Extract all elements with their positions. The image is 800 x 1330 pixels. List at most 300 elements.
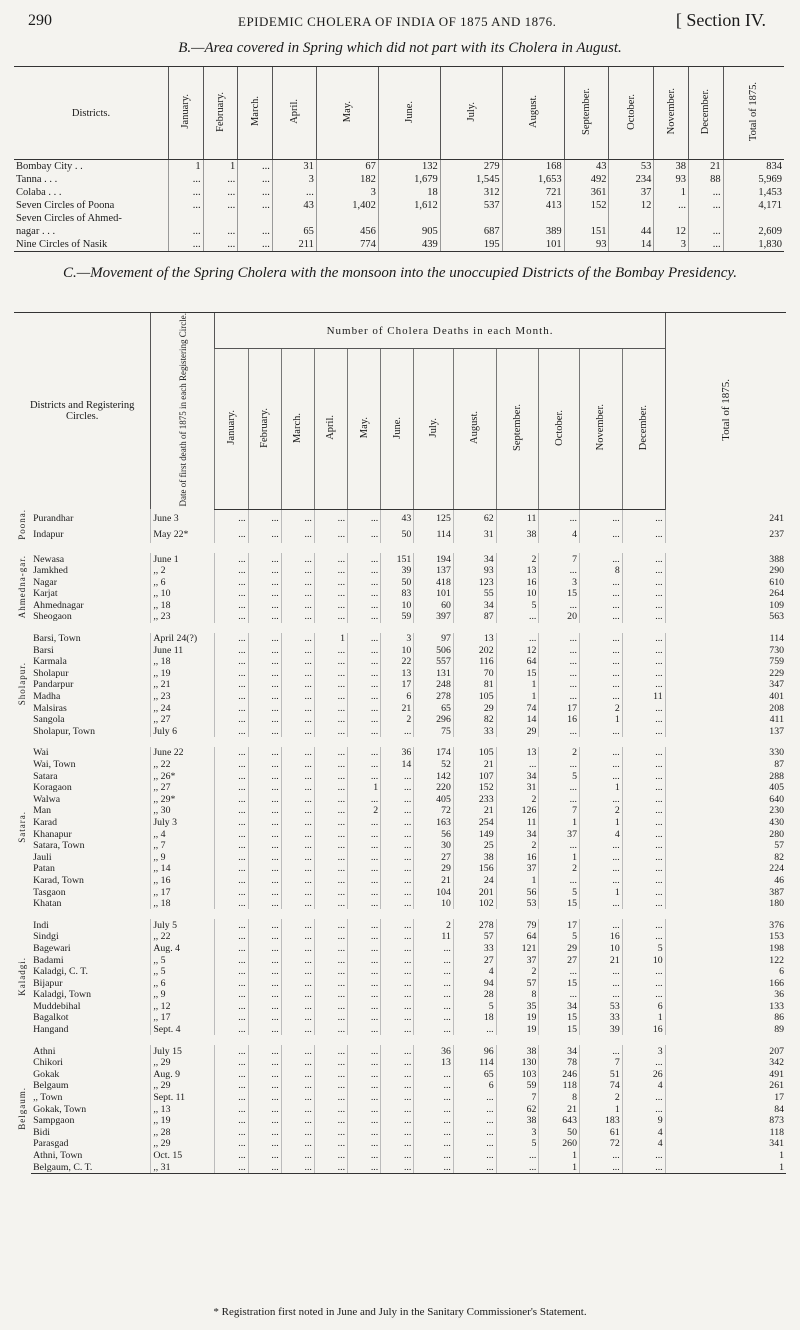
table-cell: 905 [378, 225, 440, 238]
circle-name-cell: Newasa [33, 553, 65, 565]
month-deaths-cell: ... [281, 770, 314, 782]
month-deaths-cell: ... [248, 600, 281, 612]
month-deaths-cell: ... [453, 1138, 496, 1150]
month-deaths-cell: 17 [539, 702, 580, 714]
table-cell: 21 [688, 160, 723, 174]
month-deaths-cell: 78 [539, 1057, 580, 1069]
district-group-name: Belgaum. [17, 1086, 28, 1130]
month-deaths-cell: ... [539, 679, 580, 691]
month-deaths-cell: 21 [381, 702, 414, 714]
month-deaths-cell: ... [248, 851, 281, 863]
month-deaths-cell: ... [539, 633, 580, 645]
first-death-date-cell: Aug. 4 [151, 943, 215, 955]
table-row [14, 759, 786, 771]
month-column-header [579, 349, 622, 510]
first-death-date-cell: ,, 29 [151, 1057, 215, 1069]
month-deaths-cell: 11 [496, 509, 539, 526]
circle-name-cell: Athni, Town [33, 1150, 83, 1161]
month-deaths-cell: 15 [539, 898, 580, 910]
month-deaths-cell: ... [248, 898, 281, 910]
first-death-date-cell: ,, 22 [151, 759, 215, 771]
month-deaths-cell: ... [622, 527, 665, 544]
month-column-header [453, 349, 496, 510]
month-deaths-cell: ... [314, 1127, 347, 1139]
circle-name-cell: Sampgaon [33, 1115, 75, 1127]
circle-name-cell: Gokak [33, 1068, 60, 1080]
month-deaths-cell: ... [215, 1080, 248, 1092]
table-cell: 43 [564, 160, 609, 174]
table-row [14, 509, 786, 526]
table-row [14, 828, 786, 840]
circle-name-cell: Malsiras [33, 702, 67, 714]
month-deaths-cell: 246 [539, 1069, 580, 1081]
circle-name-cell: Indapur [33, 529, 64, 541]
month-deaths-cell: ... [622, 875, 665, 887]
first-death-date-cell: ,, 6 [151, 576, 215, 588]
table-row [14, 931, 786, 943]
column-label: Districts. [71, 107, 111, 119]
circle-name-cell: Barsi, Town [33, 633, 81, 645]
table-cell: 1 [169, 160, 204, 174]
month-deaths-cell: ... [248, 943, 281, 955]
table-row [14, 726, 786, 738]
month-deaths-cell: ... [622, 1103, 665, 1115]
month-deaths-cell: 2 [579, 805, 622, 817]
month-deaths-cell: ... [281, 714, 314, 726]
month-deaths-cell: 142 [414, 770, 454, 782]
month-deaths-cell: ... [215, 633, 248, 645]
month-deaths-cell: 57 [453, 931, 496, 943]
month-deaths-cell: ... [215, 726, 248, 738]
month-deaths-cell: ... [348, 931, 381, 943]
table-cell: 93 [564, 238, 609, 252]
district-group-label [14, 747, 31, 909]
month-label: December. [638, 405, 650, 451]
month-deaths-cell: ... [248, 954, 281, 966]
month-deaths-cell: ... [248, 527, 281, 544]
month-deaths-cell: ... [381, 828, 414, 840]
district-group-label [14, 553, 31, 623]
table-cell: 537 [440, 199, 502, 212]
month-deaths-cell: ... [348, 886, 381, 898]
month-deaths-cell: ... [381, 954, 414, 966]
table-cell: ... [203, 225, 238, 238]
month-deaths-cell: ... [215, 668, 248, 680]
month-deaths-cell: 37 [539, 828, 580, 840]
month-deaths-cell: 27 [453, 954, 496, 966]
first-death-date-cell: June 1 [151, 553, 215, 565]
month-deaths-cell: ... [622, 1092, 665, 1104]
first-death-date-cell: Sept. 4 [151, 1024, 215, 1036]
month-deaths-cell: ... [381, 977, 414, 989]
month-deaths-cell: 114 [453, 1057, 496, 1069]
month-deaths-cell: 26 [622, 1069, 665, 1081]
month-deaths-cell: ... [281, 1024, 314, 1036]
month-deaths-cell: ... [579, 898, 622, 910]
month-deaths-cell: 6 [622, 1001, 665, 1013]
month-deaths-cell: ... [622, 931, 665, 943]
month-label: March. [292, 412, 304, 443]
month-deaths-cell: ... [453, 1024, 496, 1036]
total-cell: 17 [665, 1092, 786, 1104]
month-deaths-cell: 2 [496, 966, 539, 978]
month-deaths-cell: ... [215, 679, 248, 691]
month-deaths-cell: ... [215, 1069, 248, 1081]
month-deaths-cell: 5 [539, 931, 580, 943]
first-death-date-cell: ,, 29 [151, 1138, 215, 1150]
first-death-date-cell: ,, 6 [151, 977, 215, 989]
month-deaths-cell: ... [579, 656, 622, 668]
month-deaths-cell: ... [248, 679, 281, 691]
column-label: August. [527, 95, 539, 128]
total-cell: 229 [665, 668, 786, 680]
circle-name-cell: Khanapur [33, 828, 72, 840]
month-deaths-cell: 4 [622, 1138, 665, 1150]
month-label: May. [358, 417, 370, 439]
month-deaths-cell: ... [215, 656, 248, 668]
first-death-date-cell: ,, 19 [151, 668, 215, 680]
month-deaths-cell: ... [215, 919, 248, 931]
month-deaths-cell: ... [348, 679, 381, 691]
month-deaths-cell: ... [381, 805, 414, 817]
month-deaths-cell: ... [622, 1161, 665, 1173]
table-cell: ... [654, 199, 689, 212]
circle-name-cell: Karad [33, 816, 58, 828]
circle-name-cell: Jauli [33, 851, 52, 863]
month-deaths-cell: 38 [496, 1115, 539, 1127]
month-deaths-cell: ... [215, 611, 248, 623]
month-deaths-cell: ... [314, 668, 347, 680]
month-deaths-cell: 62 [453, 509, 496, 526]
month-deaths-cell: ... [281, 782, 314, 794]
month-deaths-cell: ... [215, 931, 248, 943]
month-deaths-cell: 118 [539, 1080, 580, 1092]
month-deaths-cell: ... [281, 565, 314, 577]
circle-name-cell: Athni [33, 1045, 56, 1057]
district-group-label [14, 919, 31, 1035]
table-b-column-header [440, 67, 502, 160]
month-deaths-cell: ... [314, 644, 347, 656]
month-deaths-cell: 7 [579, 1057, 622, 1069]
table-cell: ... [203, 199, 238, 212]
table-row [14, 898, 786, 910]
month-deaths-cell: ... [215, 851, 248, 863]
table-row [14, 173, 784, 186]
month-deaths-cell: ... [414, 989, 454, 1001]
month-deaths-cell: ... [314, 1001, 347, 1013]
month-deaths-cell: ... [215, 747, 248, 759]
table-cell: 3 [654, 238, 689, 252]
table-cell: ... [203, 173, 238, 186]
month-deaths-cell: ... [622, 679, 665, 691]
month-deaths-cell: ... [579, 770, 622, 782]
total-column-header: Total of 1875. [665, 313, 786, 510]
month-deaths-cell: ... [622, 886, 665, 898]
table-row [14, 1115, 786, 1127]
month-deaths-cell: ... [281, 851, 314, 863]
month-deaths-cell: ... [281, 793, 314, 805]
month-deaths-cell: ... [248, 1138, 281, 1150]
circle-name-cell: Satara, Town [33, 840, 85, 852]
month-deaths-cell: ... [215, 943, 248, 955]
table-b-column-header [203, 67, 238, 160]
month-deaths-cell: 13 [414, 1057, 454, 1069]
total-cell: 241 [665, 509, 786, 526]
month-deaths-cell: ... [248, 1092, 281, 1104]
district-name-cell: Seven Circles of Poona [16, 200, 115, 211]
table-row [14, 805, 786, 817]
month-deaths-cell: ... [414, 1092, 454, 1104]
month-deaths-cell: ... [348, 793, 381, 805]
month-deaths-cell: ... [215, 553, 248, 565]
month-deaths-cell: ... [215, 1024, 248, 1036]
month-deaths-cell: ... [453, 1092, 496, 1104]
month-deaths-cell: ... [281, 966, 314, 978]
total-cell: 759 [665, 656, 786, 668]
month-deaths-cell: 20 [539, 611, 580, 623]
month-deaths-cell: 82 [453, 714, 496, 726]
month-deaths-cell: 13 [496, 565, 539, 577]
total-cell: 122 [665, 954, 786, 966]
table-row [14, 1127, 786, 1139]
month-deaths-cell: ... [314, 509, 347, 526]
table-cell [688, 212, 723, 225]
month-deaths-cell: ... [248, 793, 281, 805]
circle-name-cell: Bidi [33, 1126, 50, 1138]
month-deaths-cell: ... [579, 633, 622, 645]
month-deaths-cell: ... [281, 1161, 314, 1173]
total-cell: 118 [665, 1127, 786, 1139]
month-deaths-cell: ... [314, 805, 347, 817]
table-cell: 31 [272, 160, 316, 174]
district-name-cell: Nine Circles of Nasik [14, 238, 169, 252]
first-death-date-cell: April 24(?) [151, 633, 215, 645]
district-name-cell: nagar . . . [16, 226, 56, 237]
month-deaths-cell: 10 [414, 898, 454, 910]
month-deaths-cell: ... [215, 1138, 248, 1150]
column-label: July. [465, 101, 477, 122]
month-deaths-cell: ... [414, 943, 454, 955]
first-death-date-cell: ,, 19 [151, 1115, 215, 1127]
circle-name-cell: Bagewari [33, 942, 71, 954]
month-deaths-cell: ... [248, 1045, 281, 1057]
table-row [14, 238, 784, 252]
month-deaths-cell: ... [248, 1080, 281, 1092]
month-deaths-cell: 39 [579, 1024, 622, 1036]
month-deaths-cell: ... [314, 759, 347, 771]
total-cell: 610 [665, 576, 786, 588]
month-deaths-cell: ... [348, 1161, 381, 1173]
month-deaths-cell: ... [381, 817, 414, 829]
month-deaths-cell: ... [622, 770, 665, 782]
month-deaths-cell: 2 [348, 805, 381, 817]
group-spacer [14, 909, 786, 919]
month-deaths-cell: ... [314, 656, 347, 668]
table-cell: ... [169, 173, 204, 186]
total-cell: 109 [665, 600, 786, 612]
month-deaths-cell: 254 [453, 817, 496, 829]
total-cell: 264 [665, 588, 786, 600]
month-deaths-cell: ... [539, 644, 580, 656]
group-spacer [14, 543, 786, 553]
month-deaths-cell: 248 [414, 679, 454, 691]
month-deaths-cell: 37 [496, 954, 539, 966]
month-deaths-cell: ... [248, 1103, 281, 1115]
month-deaths-cell: ... [622, 840, 665, 852]
month-deaths-cell: ... [622, 782, 665, 794]
total-cell: 341 [665, 1138, 786, 1150]
table-cell: ... [203, 238, 238, 252]
month-deaths-cell: ... [622, 588, 665, 600]
district-name-cell: Bombay City . . [16, 161, 83, 172]
month-deaths-cell: 65 [414, 702, 454, 714]
month-deaths-cell: 105 [453, 747, 496, 759]
month-deaths-cell: ... [281, 1045, 314, 1057]
table-cell: 37 [609, 186, 654, 199]
month-deaths-cell: 3 [539, 576, 580, 588]
month-deaths-cell: ... [281, 679, 314, 691]
month-deaths-cell: 59 [381, 611, 414, 623]
month-deaths-cell: 5 [539, 886, 580, 898]
table-cell: 721 [502, 186, 564, 199]
month-deaths-cell: ... [248, 1069, 281, 1081]
month-deaths-cell: ... [314, 565, 347, 577]
month-deaths-cell: ... [579, 793, 622, 805]
month-deaths-cell: ... [381, 1138, 414, 1150]
month-deaths-cell: ... [215, 875, 248, 887]
first-death-date-cell: ,, 14 [151, 863, 215, 875]
total-cell: 46 [665, 875, 786, 887]
first-death-date-cell: ,, 24 [151, 702, 215, 714]
month-deaths-cell: ... [622, 805, 665, 817]
district-group-name: Satara. [17, 810, 28, 843]
circle-name-cell: Sholapur, Town [33, 725, 95, 737]
month-deaths-cell: 16 [622, 1024, 665, 1036]
group-spacer [14, 623, 786, 633]
month-deaths-cell: 1 [496, 691, 539, 703]
month-deaths-cell: 10 [496, 588, 539, 600]
month-deaths-cell: 397 [414, 611, 454, 623]
month-deaths-cell: ... [414, 977, 454, 989]
month-deaths-cell: ... [381, 989, 414, 1001]
month-deaths-cell: ... [579, 691, 622, 703]
circle-name-cell: Hangand [33, 1024, 69, 1036]
month-deaths-cell: ... [348, 1012, 381, 1024]
month-deaths-cell: ... [381, 919, 414, 931]
month-deaths-cell: ... [348, 954, 381, 966]
column-label: February. [214, 91, 226, 132]
month-deaths-cell: ... [281, 898, 314, 910]
table-b-column-header [169, 67, 204, 160]
month-deaths-cell: ... [314, 989, 347, 1001]
column-label: November. [665, 88, 677, 135]
month-deaths-cell: ... [453, 1103, 496, 1115]
table-row [14, 1092, 786, 1104]
month-deaths-cell: ... [579, 588, 622, 600]
month-deaths-cell: ... [496, 611, 539, 623]
month-deaths-cell: ... [281, 611, 314, 623]
month-deaths-cell: 21 [453, 805, 496, 817]
first-death-date-cell: ,, 30 [151, 805, 215, 817]
month-deaths-cell: 25 [453, 840, 496, 852]
month-deaths-cell: ... [539, 989, 580, 1001]
month-deaths-cell: ... [314, 600, 347, 612]
table-row [14, 225, 784, 238]
month-deaths-cell: ... [248, 644, 281, 656]
circle-name-cell: Bagalkot [33, 1012, 69, 1024]
month-deaths-cell: ... [248, 805, 281, 817]
month-deaths-cell: 10 [622, 954, 665, 966]
table-row [14, 553, 786, 565]
month-deaths-cell: 12 [496, 644, 539, 656]
table-b-column-header [654, 67, 689, 160]
month-deaths-cell: 163 [414, 817, 454, 829]
month-deaths-cell: ... [248, 840, 281, 852]
month-deaths-cell: 28 [453, 989, 496, 1001]
month-deaths-cell: ... [539, 726, 580, 738]
table-cell [564, 212, 609, 225]
table-cell: 1,612 [378, 199, 440, 212]
table-row [14, 656, 786, 668]
month-deaths-cell: ... [414, 1103, 454, 1115]
total-cell: 207 [665, 1045, 786, 1057]
first-death-date-cell: ,, 18 [151, 898, 215, 910]
month-column-header [622, 349, 665, 510]
month-deaths-cell: 29 [453, 702, 496, 714]
table-cell: 439 [378, 238, 440, 252]
month-deaths-cell: 33 [453, 726, 496, 738]
month-deaths-cell: ... [348, 588, 381, 600]
section-c-title: C.—Movement of the Spring Cholera with the monsoon into the unoccupied Districts of the Bombay Presidency. [63, 265, 737, 281]
district-name-cell: Colaba . . . [16, 187, 62, 198]
month-deaths-cell: 50 [381, 527, 414, 544]
table-cell [378, 212, 440, 225]
month-deaths-cell: ... [215, 966, 248, 978]
month-deaths-cell: ... [215, 600, 248, 612]
month-deaths-cell: ... [281, 509, 314, 526]
table-cell: 88 [688, 173, 723, 186]
month-deaths-cell: 34 [539, 1045, 580, 1057]
month-deaths-cell: 62 [496, 1103, 539, 1115]
month-deaths-cell: ... [281, 977, 314, 989]
month-deaths-cell: 13 [453, 633, 496, 645]
month-deaths-cell: ... [248, 702, 281, 714]
month-deaths-cell: ... [579, 840, 622, 852]
month-deaths-cell: ... [281, 954, 314, 966]
month-deaths-cell: ... [215, 1001, 248, 1013]
first-death-date-cell: ,, 28 [151, 1127, 215, 1139]
month-deaths-cell: 13 [381, 668, 414, 680]
month-deaths-cell: 21 [539, 1103, 580, 1115]
column-label: April. [288, 99, 300, 124]
month-deaths-cell: ... [348, 1092, 381, 1104]
month-deaths-cell: ... [348, 600, 381, 612]
month-deaths-cell: 202 [453, 644, 496, 656]
month-deaths-cell: ... [453, 1115, 496, 1127]
month-deaths-cell: ... [281, 863, 314, 875]
month-deaths-cell: 131 [414, 668, 454, 680]
month-deaths-cell: ... [414, 1161, 454, 1173]
month-deaths-cell: 1 [579, 782, 622, 794]
total-cell: 6 [665, 966, 786, 978]
month-deaths-cell: ... [281, 1150, 314, 1162]
table-row [14, 1138, 786, 1150]
table-cell: ... [169, 199, 204, 212]
table-row [14, 576, 786, 588]
month-deaths-cell: 8 [539, 1092, 580, 1104]
month-deaths-cell: ... [579, 1161, 622, 1173]
month-deaths-cell: ... [248, 1012, 281, 1024]
